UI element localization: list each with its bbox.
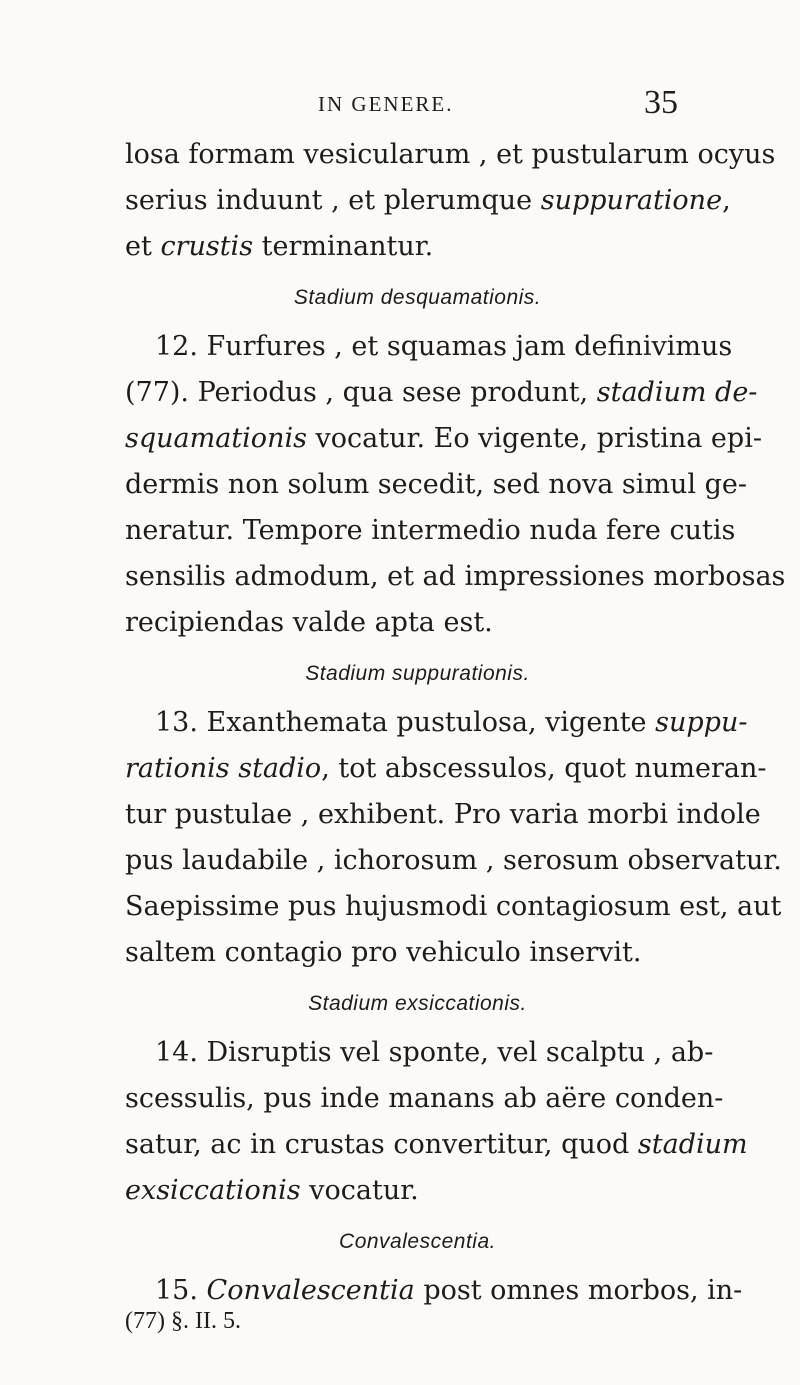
text-line: squamationis vocatur. Eo vigente, pristina epi-: [125, 423, 762, 454]
text-line: 13. Exanthemata pustulosa, vigente suppu-: [155, 707, 748, 738]
text-line: scessulis, pus inde manans ab aëre conden-: [125, 1083, 724, 1114]
footnote: (77) §. II. 5.: [125, 1308, 241, 1334]
emphasis: suppuratione: [540, 185, 723, 216]
text-line: pus laudabile , ichorosum , serosum observatur.: [125, 845, 782, 876]
text-line: saltem contagio pro vehiculo inservit.: [125, 937, 642, 968]
text-line: dermis non solum secedit, sed nova simul ge-: [125, 469, 748, 500]
text-line: 15. Convalescentia post omnes morbos, in-: [155, 1275, 743, 1306]
emphasis: crustis: [160, 231, 254, 262]
emphasis: Convalescentia: [206, 1275, 415, 1306]
emphasis: exsiccationis: [125, 1175, 301, 1206]
section-heading: Stadium desquamationis.: [293, 286, 542, 309]
page-number: 35: [644, 84, 678, 121]
body-text: [125, 132, 786, 1314]
paragraph-12: [125, 324, 786, 646]
paragraph-13: [125, 700, 782, 976]
text-line: serius induunt , et plerumque suppuratione,: [125, 185, 731, 216]
text-line: neratur. Tempore intermedio nuda fere cutis: [125, 515, 736, 546]
emphasis: stadium: [637, 1129, 748, 1160]
section-heading: Stadium suppurationis.: [305, 662, 530, 685]
text-line: 14. Disruptis vel sponte, vel scalptu , ab-: [155, 1037, 714, 1068]
text-line: tur pustulae , exhibent. Pro varia morbi indole: [125, 799, 761, 830]
text-line: exsiccationis vocatur.: [125, 1175, 419, 1206]
text-line: et crustis terminantur.: [125, 231, 434, 262]
paragraph-14: [125, 1030, 748, 1214]
text-line: recipiendas valde apta est.: [125, 607, 493, 638]
text-line: Saepissime pus hujusmodi contagiosum est, aut: [125, 891, 782, 922]
emphasis: squamationis: [125, 423, 307, 454]
text-line: satur, ac in crustas convertitur, quod stadium: [125, 1129, 748, 1160]
emphasis: suppu-: [655, 707, 748, 738]
running-title: IN GENERE.: [318, 92, 454, 116]
emphasis: rationis stadio: [125, 753, 322, 784]
emphasis: stadium de-: [596, 377, 758, 408]
text-line: 12. Furfures , et squamas jam definivimus: [155, 331, 733, 362]
running-head: [0, 86, 800, 122]
text-line: rationis stadio, tot abscessulos, quot numeran-: [125, 753, 767, 784]
text-line: losa formam vesicularum , et pustularum ocyus: [125, 139, 776, 170]
text-line: (77). Periodus , qua sese produnt, stadium de-: [125, 377, 758, 408]
section-heading: Stadium exsiccationis.: [308, 992, 527, 1015]
text-line: sensilis admodum, et ad impressiones morbosas: [125, 561, 786, 592]
section-heading: Convalescentia.: [339, 1230, 496, 1253]
paragraph-continuation: [125, 132, 776, 270]
